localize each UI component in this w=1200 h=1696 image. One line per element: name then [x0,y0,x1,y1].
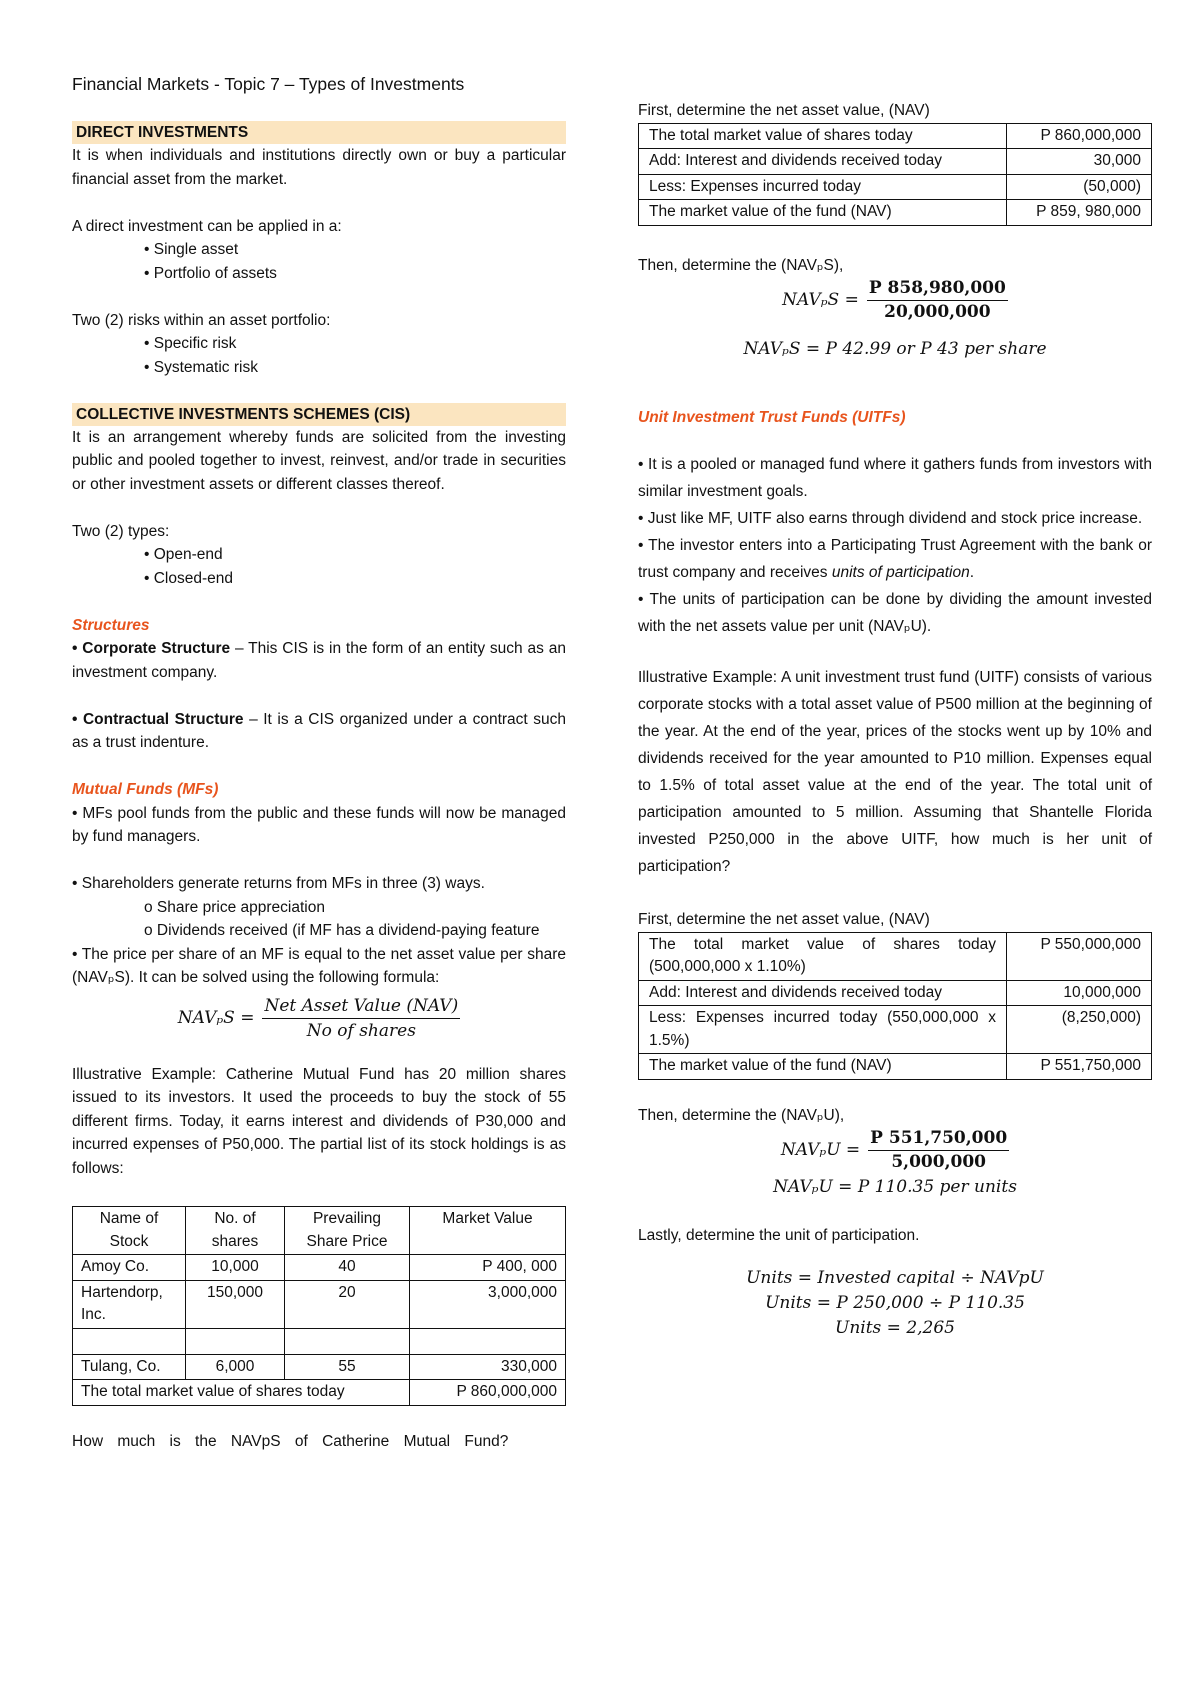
mf-bullet-1: • MFs pool funds from the public and these funds will now be managed by fund managers. [72,804,566,845]
navpu-computation-numerator: P 551,750,000 [868,1127,1009,1151]
list-item: • Single asset [144,241,239,258]
structures-heading: Structures [72,616,150,634]
cis-types-intro: Two (2) types: [72,522,170,540]
navps-formula-lhs: NAVₚS = [177,1008,255,1028]
table-cell: P 859, 980,000 [1007,200,1152,226]
table-cell: (8,250,000) [1007,1006,1152,1054]
navps-computation [638,277,1152,324]
mf-bullet-2: • Shareholders generate returns from MFs in three (3) ways. [72,875,485,892]
uitf-example: Illustrative Example: A unit investment trust fund (UITF) consists of various corporate stocks with a total asset value of P500 million at the beginning of the year. At the end of the year, prices of the stocks went up by 10% and dividends received for the year amounted to P10 million. Expenses equal to 1.5% of total asset value at the end of the year. The total unit of participation amounted to 5 million. Assuming that Shantelle Florida invested P250,000 in the above UITF, how much is her unit of participation? [638,669,1152,875]
cis-definition: It is an arrangement whereby funds are solicited from the investing public and pooled together to invest, reinvest, and/or trade in securities or other investment assets or different classes thereof. [72,428,566,493]
uitf-step-3: Lastly, determine the unit of participation. [638,1227,920,1244]
table-cell: 20 [285,1280,410,1328]
table-cell: The market value of the fund (NAV) [639,1054,1007,1080]
table-cell: Hartendorp, Inc. [73,1280,186,1328]
table-cell: 40 [285,1255,410,1281]
units-of-participation-term: units of participation [831,564,970,581]
navpu-computation [638,1127,1152,1174]
table-cell: 3,000,000 [410,1280,566,1328]
uitf-bullet-1: • It is a pooled or managed fund where it gathers funds from investors with similar investment goals. [638,456,1152,500]
table-cell: P 551,750,000 [1007,1054,1152,1080]
table-cell: The total market value of shares today (500,000,000 x 1.10%) [639,932,1007,980]
table-row [73,1280,566,1328]
navpu-result: NAVₚU = P 110.35 per units [773,1177,1017,1197]
table-header: No. of shares [186,1207,285,1255]
table-row [73,1354,566,1380]
table-cell: Add: Interest and dividends received today [639,149,1007,175]
list-item: o Share price appreciation [144,898,325,916]
contractual-structure-text: – It is a CIS organized under a contract such as a trust indenture. [72,710,567,751]
table-row [639,174,1152,200]
navps-formula [72,994,566,1043]
right-column [638,99,1152,1341]
uitf-nav-table [638,932,1152,1080]
table-cell: 30,000 [1007,149,1152,175]
table-cell: (50,000) [1007,174,1152,200]
mf-bullet-3: • The price per share of an MF is equal to the net asset value per share (NAVₚS). It can be solved using the following formula: [72,945,566,986]
table-row [639,932,1152,980]
units-result: Units = 2,265 [835,1317,955,1338]
direct-investments-heading: DIRECT INVESTMENTS [72,121,566,144]
list-item: • Open-end [144,546,223,563]
navps-result: NAVₚS = P 42.99 or P 43 per share [743,339,1047,359]
table-cell: 6,000 [186,1354,285,1380]
table-header: Prevailing Share Price [285,1207,410,1255]
navps-question: How much is the NAVpS of Catherine Mutual Fund? [72,1432,509,1450]
uitf-bullet-3-end: . [969,564,975,581]
mf-example: Illustrative Example: Catherine Mutual Fund has 20 million shares issued to its investors. It used the proceeds to buy the stock of 55 different firms. Today, it earns interest and dividends of P30,000 and incurred expenses of P50,000. The partial list of its stock holdings is as follows: [72,1065,566,1177]
table-cell: Less: Expenses incurred today [639,174,1007,200]
table-row [639,200,1152,226]
risks-intro: Two (2) risks within an asset portfolio: [72,311,331,329]
table-cell: 150,000 [186,1280,285,1328]
uitf-bullet-3-text: • The investor enters into a Participating Trust Agreement with the bank or trust company and receives [638,537,1152,581]
contractual-structure [72,708,566,755]
table-cell [186,1328,285,1354]
table-cell [285,1328,410,1354]
navpu-computation-denominator: 5,000,000 [891,1152,986,1172]
table-cell: Less: Expenses incurred today (550,000,000 x 1.5%) [639,1006,1007,1054]
list-item: • Closed-end [144,569,234,587]
table-row [639,123,1152,149]
table-cell: The total market value of shares today [73,1380,410,1406]
list-item: • Systematic risk [144,358,258,376]
table-cell: 10,000,000 [1007,980,1152,1006]
navps-computation-denominator: 20,000,000 [884,302,991,322]
navps-formula-numerator: Net Asset Value (NAV) [262,994,460,1019]
table-cell: P 860,000,000 [1007,123,1152,149]
uitf-step-2: Then, determine the (NAVₚU), [638,1106,845,1124]
table-cell: Add: Interest and dividends received today [639,980,1007,1006]
navps-computation-lhs: NAVₚS = [782,290,859,310]
table-cell: 330,000 [410,1354,566,1380]
list-item: o Dividends received (if MF has a dividend-paying feature [144,922,540,939]
table-cell: The market value of the fund (NAV) [639,200,1007,226]
table-cell: 55 [285,1354,410,1380]
uitf-heading: Unit Investment Trust Funds (UITFs) [638,408,906,426]
contractual-structure-label: • Contractual Structure [72,710,244,728]
table-cell: P 550,000,000 [1007,932,1152,980]
table-cell: P 860,000,000 [410,1380,566,1406]
direct-investments-definition: It is when individuals and institutions directly own or buy a particular financial asset from the market. [72,147,566,188]
mutual-funds-heading: Mutual Funds (MFs) [72,781,219,798]
table-cell [73,1328,186,1354]
units-substitution: Units = P 250,000 ÷ P 110.35 [765,1292,1025,1313]
cis-heading: COLLECTIVE INVESTMENTS SCHEMES (CIS) [72,403,566,426]
table-header-row [73,1207,566,1255]
table-row [73,1328,566,1354]
list-item: • Portfolio of assets [144,264,277,282]
left-column [72,121,566,1453]
table-cell [410,1328,566,1354]
table-cell: The total market value of shares today [639,123,1007,149]
table-row [73,1255,566,1281]
table-header: Market Value [410,1207,566,1255]
uitf-bullet-4: • The units of participation can be done by dividing the amount invested with the net assets value per unit (NAVₚU). [638,591,1152,635]
uitf-bullet-2: • Just like MF, UITF also earns through dividend and stock price increase. [638,510,1143,527]
units-formula: Units = Invested capital ÷ NAVpU [746,1267,1044,1288]
table-row [639,149,1152,175]
page-title: Financial Markets - Topic 7 – Types of Investments [72,74,465,94]
table-header: Name of Stock [73,1207,186,1255]
navpu-computation-lhs: NAVₚU = [780,1140,861,1160]
mf-step-1: First, determine the net asset value, (NAV) [638,102,930,119]
uitf-step-1: First, determine the net asset value, (NAV) [638,911,930,928]
list-item: • Specific risk [144,335,237,352]
table-row [639,1054,1152,1080]
table-row [639,1006,1152,1054]
navps-formula-denominator: No of shares [306,1020,416,1041]
table-cell: P 400, 000 [410,1255,566,1281]
corporate-structure-text: – This CIS is in the form of an entity such as an investment company. [72,640,566,681]
table-cell: 10,000 [186,1255,285,1281]
table-row [639,980,1152,1006]
table-total-row [73,1380,566,1406]
mf-step-2: Then, determine the (NAVₚS), [638,256,844,274]
corporate-structure-label: • Corporate Structure [72,640,231,657]
navps-computation-numerator: P 858,980,000 [867,277,1008,301]
mf-nav-table [638,123,1152,226]
corporate-structure [72,637,566,684]
applied-intro: A direct investment can be applied in a: [72,217,342,235]
stock-holdings-table [72,1206,566,1406]
table-cell: Amoy Co. [73,1255,186,1281]
uitf-bullet-3 [638,532,1152,586]
table-cell: Tulang, Co. [73,1354,186,1380]
